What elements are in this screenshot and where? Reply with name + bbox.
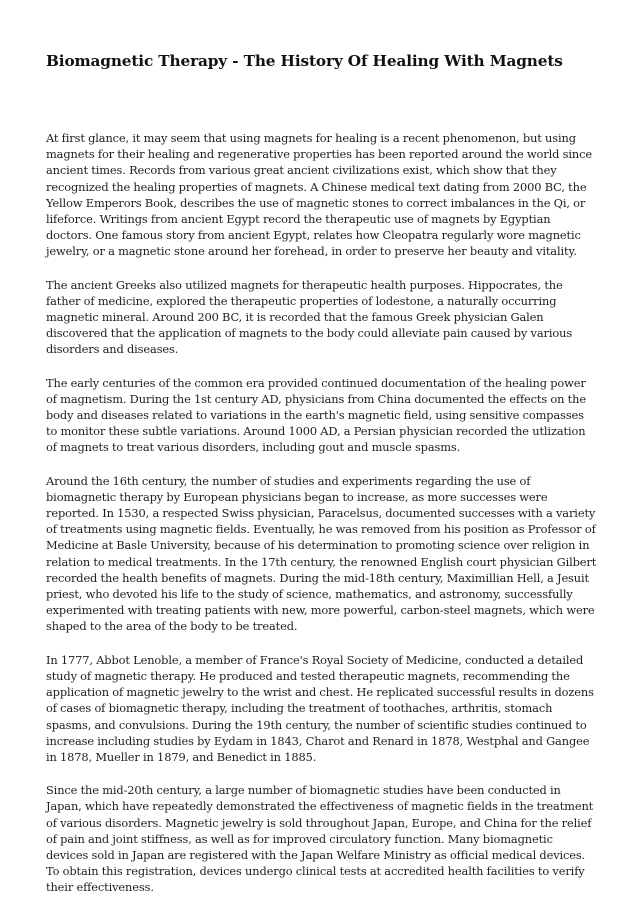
page-title: Biomagnetic Therapy - The History Of Healing With Magnets: [46, 52, 563, 70]
paragraph-4: Around the 16th century, the number of studies and experiments regarding the use of biomagnetic therapy by European physicians began to increase, as more successes were reported. In 1530, a respected Swiss physician, Paracelsus, documented successes with a variety of treatments using magnetic fields. Eventually, he was removed from his position as Professor of Medicine at Basle University, because of his determination to promoting science over religion in relation to medical treatments. In the 17th century, the renowned English court physician Gilbert recorded the health benefits of magnets. During the mid-18th century, Maximillian Hell, a Jesuit priest, who devoted his life to the study of science, mathematics, and astronomy, successfully experimented with treating patients with new, more powerful, carbon-steel magnets, which were shaped to the area of the body to be treated.: [46, 473, 597, 634]
paragraph-1: At first glance, it may seem that using magnets for healing is a recent phenomenon, but using magnets for their healing and regenerative properties has been reported around the world since ancient times. Records from various great ancient civilizations exist, which show that they recognized the healing properties of magnets. A Chinese medical text dating from 2000 BC, the Yellow Emperors Book, describes the use of magnetic stones to correct imbalances in the Qi, or lifeforce. Writings from ancient Egypt record the therapeutic use of magnets by Egyptian doctors. One famous story from ancient Egypt, relates how Cleopatra regularly wore magnetic jewelry, or a magnetic stone around her forehead, in order to preserve her beauty and vitality.: [46, 131, 592, 259]
paragraph-2: The ancient Greeks also utilized magnets for therapeutic health purposes. Hippocrates, the father of medicine, explored the therapeutic properties of lodestone, a naturally occurring magnetic mineral. Around 200 BC, it is recorded that the famous Greek physician Galen discovered that the application of magnets to the body could alleviate pain caused by various disorders and diseases.: [46, 277, 573, 357]
article-body: [46, 130, 598, 913]
paragraph-6: Since the mid-20th century, a large number of biomagnetic studies have been conducted in Japan, which have repeatedly demonstrated the effectiveness of magnetic fields in the treatment of various disorders. Magnetic jewelry is sold throughout Japan, Europe, and China for the relief of pain and joint stiffness, as well as for improved circulatory function. Many biomagnetic devices sold in Japan are registered with the Japan Welfare Ministry as official medical devices. To obtain this registration, devices undergo clinical tests at accredited health facilities to verify their effectiveness.: [46, 783, 594, 895]
paragraph-3: The early centuries of the common era provided continued documentation of the healing power of magnetism. During the 1st century AD, physicians from China documented the effects on the body and diseases related to variations in the earth's magnetic field, using sensitive compasses to monitor these subtle variations. Around 1000 AD, a Persian physician recorded the utlization of magnets to treat various disorders, including gout and muscle spasms.: [46, 375, 586, 455]
paragraph-5: In 1777, Abbot Lenoble, a member of France's Royal Society of Medicine, conducted a detailed study of magnetic therapy. He produced and tested therapeutic magnets, recommending the application of magnetic jewelry to the wrist and chest. He replicated successful results in dozens of cases of biomagnetic therapy, including the treatment of toothaches, arthritis, stomach spasms, and convulsions. During the 19th century, the number of scientific studies continued to increase including studies by Eydam in 1843, Charot and Renard in 1878, Westphal and Gangee in 1878, Mueller in 1879, and Benedict in 1885.: [46, 652, 594, 764]
